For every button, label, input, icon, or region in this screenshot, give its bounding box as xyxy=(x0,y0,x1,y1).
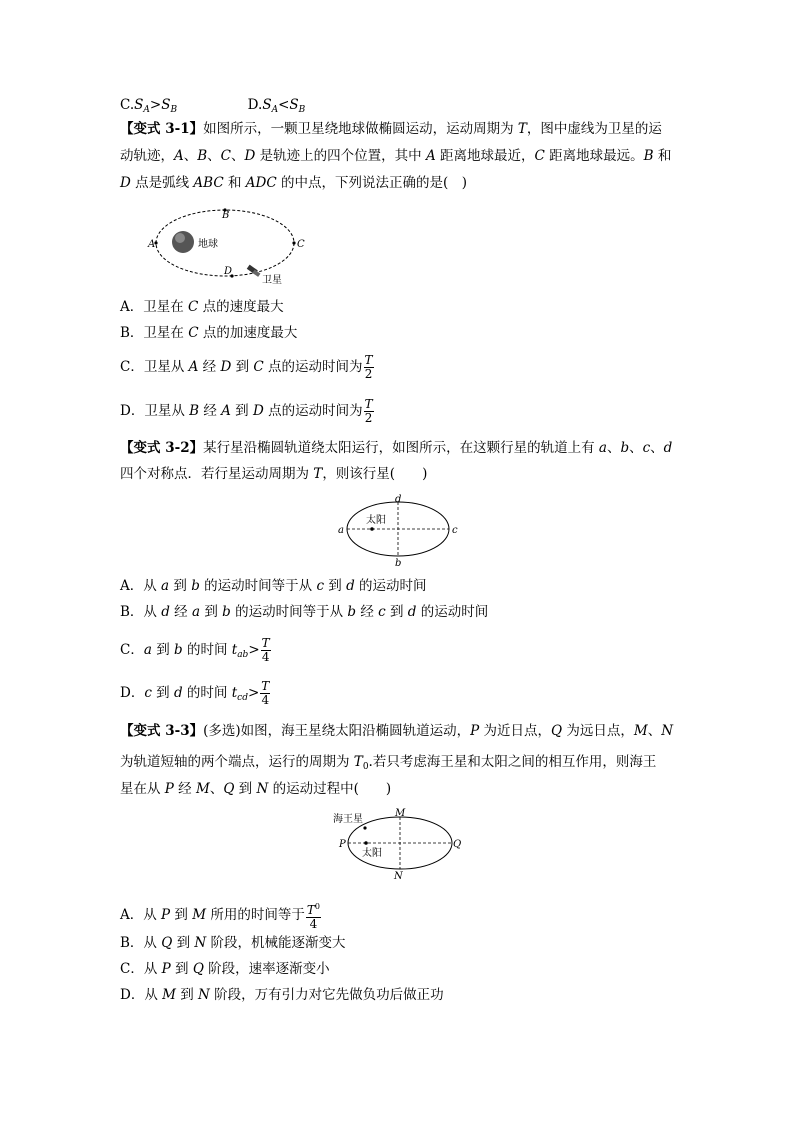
label-p: P xyxy=(339,839,346,850)
q1-line-3: D 点是弧线 ABC 和 ADC 的中点，下列说法正确的是( ) xyxy=(120,175,467,191)
q1-option-b: B．卫星在 C 点的加速度最大 xyxy=(120,325,298,341)
earth-label: 地球 xyxy=(198,239,218,250)
q3-line-2: 为轨道短轴的两个端点，运行的周期为 $T_0$.若只考虑海王星和太阳之间的相互作用，则海王 xyxy=(120,754,657,772)
q1-option-d: D．卫星从 B 经 A 到 D 点的运动时间为 $\frac{T}{2}$ xyxy=(120,397,373,425)
q2-option-d: D．c 到 d 的时间 $t_{cd}>$ $\frac{T}{4}$ xyxy=(120,679,270,707)
label-d: d xyxy=(395,494,402,505)
planet-orbit-figure xyxy=(336,490,462,570)
sun-icon xyxy=(364,841,368,845)
sun-label: 太阳 xyxy=(366,515,386,526)
q3-option-c: C．从 P 到 Q 阶段，速率逐渐变小 xyxy=(120,961,330,977)
label-d: D xyxy=(224,266,233,277)
label-n: N xyxy=(394,871,403,882)
q1-line-1: 【变式 3-1】如图所示，一颗卫星绕地球做椭圆运动，运动周期为 T，图中虚线为卫星的运 xyxy=(120,121,662,137)
prev-options-row xyxy=(120,95,680,120)
q3-option-a: A．从 P 到 M 所用的时间等于 $\frac{T^0}{4}$ xyxy=(120,902,320,931)
q2-line-2: 四个对称点．若行星运动周期为 T，则该行星( ) xyxy=(120,466,428,482)
q3-option-d: D．从 M 到 N 阶段，万有引力对它先做负功后做正功 xyxy=(120,987,444,1003)
satellite-icon xyxy=(247,265,261,277)
sun-label: 太阳 xyxy=(362,848,382,859)
q1-option-a: A．卫星在 C 点的速度最大 xyxy=(120,299,284,315)
satellite-orbit-figure xyxy=(140,200,310,290)
fraction-t-over-2: $\frac{T}{2}$ xyxy=(364,397,373,425)
satellite-label: 卫星 xyxy=(262,275,282,286)
option-d: $D.S_A<S_B$ xyxy=(247,97,306,115)
neptune-orbit-figure xyxy=(330,806,470,882)
q1-option-c: C．卫星从 A 经 D 到 C 点的运动时间为 $\frac{T}{2}$ xyxy=(120,353,373,381)
label-a: a xyxy=(338,525,344,536)
q1-line-2: 动轨迹，A、B、C、D 是轨迹上的四个位置，其中 A 距离地球最近，C 距离地球最远。B 和 xyxy=(120,148,672,164)
fraction-t0-over-4: $\frac{T^0}{4}$ xyxy=(306,902,320,931)
label-c: C xyxy=(297,239,305,250)
neptune-icon xyxy=(363,826,366,829)
q3-line-1: 【变式 3-3】(多选)如图，海王星绕太阳沿椭圆轨道运动，P 为近日点，Q 为远日点，M、N xyxy=(120,723,674,739)
q3-line-3: 星在从 P 经 M、Q 到 N 的运动过程中( ) xyxy=(120,781,392,797)
neptune-label: 海王星 xyxy=(333,814,363,825)
label-c: c xyxy=(452,525,458,536)
label-b: b xyxy=(395,558,402,569)
q2-option-b: B．从 d 经 a 到 b 的运动时间等于从 b 经 c 到 d 的运动时间 xyxy=(120,604,489,620)
q2-line-1: 【变式 3-2】某行星沿椭圆轨道绕太阳运行，如图所示，在这颗行星的轨道上有 a、b、c、d xyxy=(120,440,673,456)
fraction-t-over-4: $\frac{T}{4}$ xyxy=(261,636,270,664)
label-b: B xyxy=(222,210,230,221)
label-a: A xyxy=(148,239,156,250)
q2-option-c: C．a 到 b 的时间 $t_{ab}>$ $\frac{T}{4}$ xyxy=(120,636,270,664)
q3-option-b: B．从 Q 到 N 阶段，机械能逐渐变大 xyxy=(120,935,346,951)
option-c: $C.S_A>S_B$ xyxy=(120,97,178,115)
label-m: M xyxy=(395,808,406,819)
fraction-t-over-2: $\frac{T}{2}$ xyxy=(364,353,373,381)
label-q: Q xyxy=(453,839,462,850)
sun-icon xyxy=(370,527,374,531)
fraction-t-over-4: $\frac{T}{4}$ xyxy=(261,679,270,707)
point-c xyxy=(292,241,295,244)
q2-option-a: A．从 a 到 b 的运动时间等于从 c 到 d 的运动时间 xyxy=(120,578,427,594)
